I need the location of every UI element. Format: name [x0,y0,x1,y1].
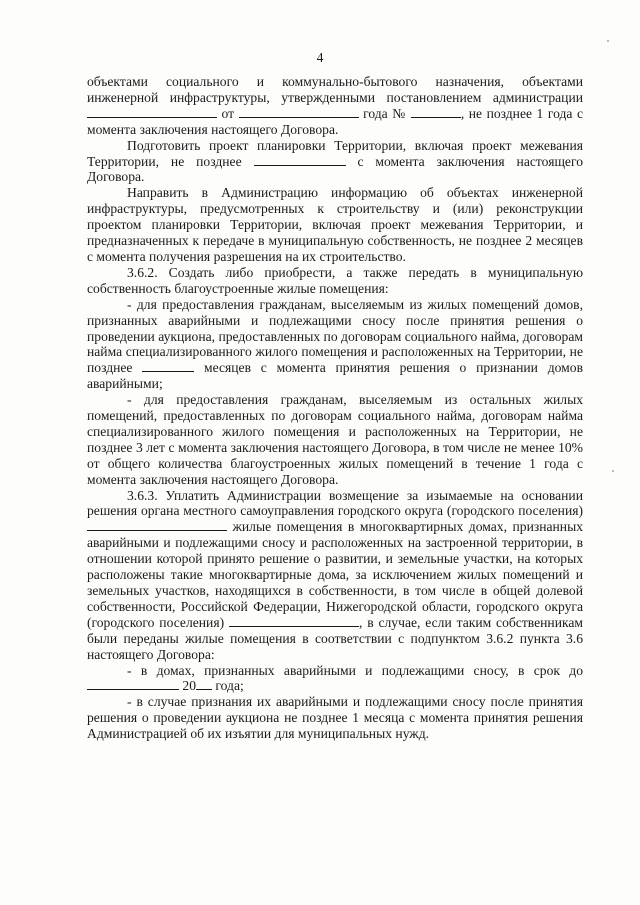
fill-in-blank [87,678,179,690]
scan-speck [607,40,609,42]
paragraph-3-6-2: 3.6.2. Создать либо приобрести, а также передать в муниципальную собственность благоустроенные жилые помещения: [87,264,583,296]
fill-in-blank [87,519,227,531]
list-item-after-auction: - в случае признания их аварийными и подлежащими сносу после принятия решения о проведении аукциона не позднее 1 месяца с момента принятия решения Администрацией об их изъятии для муниципальных нужд. [87,694,583,742]
fill-in-blank [142,360,194,372]
list-item-other-housing: - для предоставления гражданам, выселяемым из остальных жилых помещений, предоставленных по договорам социального найма, договорам найма специализированного жилого помещения и расположенных на Территории, не позднее 3 лет с момента заключения настоящего Договора, в том числе не менее 10% от общего количества благоустроенных жилых помещений в течение 1 года с момента заключения настоящего Договора. [87,392,583,487]
fill-in-blank [196,678,212,690]
list-item-deadline: - в домах, признанных аварийными и подлежащими сносу, в срок до 20 года; [87,663,583,695]
paragraph-infrastructure-info: Направить в Администрацию информацию об объектах инженерной инфраструктуры, предусмотренных к строительству и (или) реконструкции проектом планировки Территории, включая проект межевания Территории, и предназначенных к передаче в муниципальную собственность, не позднее 2 месяцев с момента получения разрешения на их строительство. [87,185,583,264]
fill-in-blank [229,615,359,627]
list-item-emergency-housing: - для предоставления гражданам, выселяемым из жилых помещений домов, признанных аварийными и подлежащими сносу после принятия решения о проведении аукциона, предоставленных по договорам социального найма, договорам найма специализированного жилого помещения и расположенных на Территории, не позднее месяцев с момента принятия решения о признании домов аварийными; [87,296,583,392]
paragraph-planning-project: Подготовить проект планировки Территории, включая проект межевания Территории, не позднее с момента заключения настоящего Договора. [87,137,583,185]
fill-in-blank [254,154,346,166]
paragraph-3-6-3: 3.6.3. Уплатить Администрации возмещение за изымаемые на основании решения органа местного самоуправления городского округа (городского поселения) жилые помещения в многоквартирных домах, признанных аварийными и подлежащими сносу и расположенных на застроенной территории, в отношении которой принято решение о развитии, и земельные участки, на которых расположены такие многоквартирные дома, за исключением жилых помещений и земельных участков, находящихся в собственности, в том числе в общей долевой собственности, Российской Федерации, Нижегородской области, городского округа (городского поселения) , в случае, если таким собственникам были переданы жилые помещения в соответствии с подпунктом 3.6.2 пункта 3.6 настоящего Договора: [87,487,584,662]
paragraph-continuation: объектами социального и коммунально-бытового назначения, объектами инженерной инфраструктуры, утвержденными постановлением администрации от года № , не позднее 1 года с момента заключения настоящего Договора. [87,74,583,137]
scan-speck [612,470,614,472]
fill-in-blank [87,106,217,118]
document-body [87,74,583,742]
fill-in-blank [411,106,461,118]
fill-in-blank [239,106,359,118]
page-number: 4 [316,50,324,65]
